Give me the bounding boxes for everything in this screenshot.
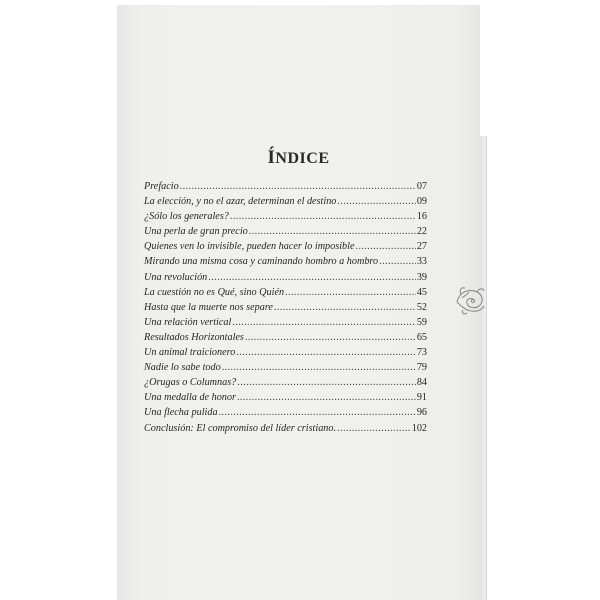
index-heading bbox=[117, 147, 480, 169]
toc-entry-page: 27 bbox=[416, 241, 427, 253]
toc-entry-title: Mirando una misma cosa y caminando hombro a hombro bbox=[144, 256, 379, 268]
toc-entry-page: 59 bbox=[416, 316, 427, 328]
toc-entry-page: 52 bbox=[416, 301, 427, 313]
toc-entry bbox=[144, 285, 427, 300]
toc-entry-page: 33 bbox=[416, 256, 427, 268]
toc-entry-page: 84 bbox=[416, 377, 427, 389]
toc-entry bbox=[144, 360, 427, 375]
floral-ornament-icon bbox=[451, 280, 489, 318]
toc-entry-title: Un animal traicionero bbox=[144, 347, 236, 359]
toc-entry-title: Una flecha pulida bbox=[144, 407, 218, 419]
toc-leader-dots bbox=[230, 209, 416, 224]
toc-entry bbox=[144, 239, 427, 254]
toc-entry-page: 16 bbox=[416, 211, 427, 223]
toc-entry bbox=[144, 345, 427, 360]
toc-leader-dots bbox=[285, 285, 416, 300]
table-of-contents bbox=[144, 179, 427, 436]
toc-entry-page: 07 bbox=[416, 181, 427, 192]
toc-leader-dots bbox=[180, 179, 416, 194]
toc-entry-page: 09 bbox=[416, 196, 427, 208]
toc-leader-dots bbox=[232, 315, 415, 330]
toc-leader-dots bbox=[237, 375, 416, 390]
toc-entry-page: 91 bbox=[416, 392, 427, 404]
toc-entry-page: 22 bbox=[416, 226, 427, 238]
toc-entry bbox=[144, 194, 427, 209]
adjacent-page-edge bbox=[486, 136, 487, 600]
toc-leader-dots bbox=[379, 254, 416, 269]
toc-entry-title: Nadie lo sabe todo bbox=[144, 362, 221, 374]
toc-entry bbox=[144, 209, 427, 224]
toc-leader-dots bbox=[249, 224, 416, 239]
toc-entry-page: 65 bbox=[416, 331, 427, 343]
toc-entry-title: Hasta que la muerte nos separe bbox=[144, 301, 273, 313]
toc-entry-page: 96 bbox=[416, 407, 427, 419]
index-heading-initial: Í bbox=[267, 147, 276, 168]
toc-entry-title: ¿Sólo los generales? bbox=[144, 211, 229, 223]
toc-leader-dots bbox=[222, 360, 416, 375]
toc-entry bbox=[144, 390, 427, 405]
toc-entry-title: La cuestión no es Qué, sino Quién bbox=[144, 286, 285, 298]
toc-entry-title: Una revolución bbox=[144, 271, 208, 283]
toc-entry-page: 39 bbox=[416, 271, 427, 283]
toc-entry bbox=[144, 315, 427, 330]
toc-entry bbox=[144, 421, 427, 436]
toc-entry-page: 73 bbox=[416, 347, 427, 359]
toc-leader-dots bbox=[237, 390, 416, 405]
toc-entry-title: Una relación vertical bbox=[144, 316, 232, 328]
toc-entry-title: La elección, y no el azar, determinan el destino bbox=[144, 196, 337, 208]
toc-entry-page: 79 bbox=[416, 362, 427, 374]
toc-entry-title: Resultados Horizontales bbox=[144, 331, 244, 343]
toc-entry-title: ¿Orugas o Columnas? bbox=[144, 377, 237, 389]
toc-leader-dots bbox=[337, 194, 415, 209]
toc-entry bbox=[144, 270, 427, 285]
toc-leader-dots bbox=[337, 421, 411, 436]
toc-entry bbox=[144, 300, 427, 315]
toc-leader-dots bbox=[236, 345, 416, 360]
toc-entry-page: 102 bbox=[411, 422, 427, 434]
toc-leader-dots bbox=[208, 270, 416, 285]
toc-entry bbox=[144, 224, 427, 239]
index-heading-rest: NDICE bbox=[275, 150, 330, 167]
toc-entry-title: Una perla de gran precio bbox=[144, 226, 248, 238]
toc-leader-dots bbox=[356, 239, 416, 254]
toc-entry bbox=[144, 375, 427, 390]
toc-entry bbox=[144, 254, 427, 269]
toc-leader-dots bbox=[245, 330, 416, 345]
toc-leader-dots bbox=[274, 300, 416, 315]
toc-entry bbox=[144, 405, 427, 420]
toc-entry-title: Prefacio bbox=[144, 181, 179, 192]
toc-leader-dots bbox=[219, 405, 416, 420]
toc-entry-page: 45 bbox=[416, 286, 427, 298]
toc-entry-title: Una medalla de honor bbox=[144, 392, 236, 404]
toc-entry bbox=[144, 330, 427, 345]
toc-entry-title: Quienes ven lo invisible, pueden hacer lo imposible bbox=[144, 241, 355, 253]
toc-entry-title: Conclusión: El compromiso del líder cristiano. bbox=[144, 422, 337, 434]
toc-entry bbox=[144, 179, 427, 194]
